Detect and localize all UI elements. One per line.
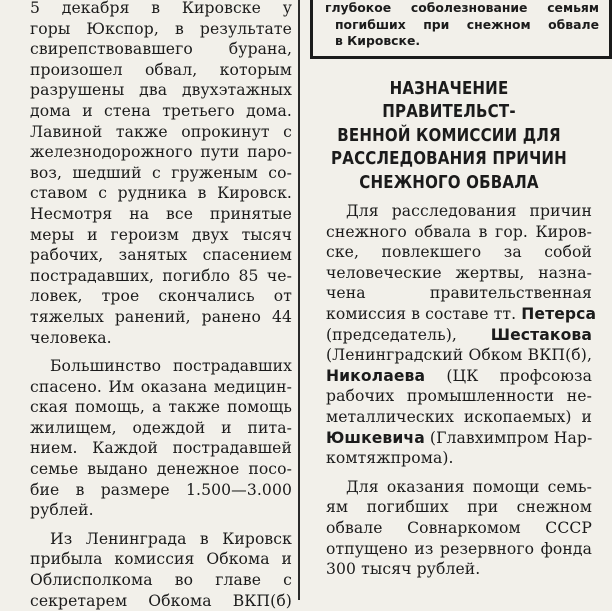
- text-line: комтяжпрома).: [326, 449, 454, 468]
- text-line: (Ленинградский Обком ВКП(б),: [326, 346, 592, 365]
- text-line: ям погибших при снежном: [326, 498, 592, 517]
- text-line: Для расследования причин: [346, 202, 592, 220]
- text-line: ске, повлекшего за собой: [326, 243, 592, 262]
- text-line: секретарем Обкома ВКП(б): [30, 591, 292, 610]
- article-paragraph-2: [10, 356, 292, 521]
- text-line: Из Ленинграда в Кировск: [50, 529, 292, 548]
- text-line: нием. Каждой пострадавшей: [30, 439, 292, 458]
- text-line: [306, 428, 592, 449]
- left-column: [10, 0, 292, 610]
- text-line: Несмотря на все принятые: [30, 204, 292, 223]
- text-line: бие в размере 1.500—3.000: [30, 480, 292, 499]
- text-line: семье выдано денежное посо-: [30, 460, 292, 479]
- text-line: Лавиной также опрокинут с: [30, 122, 292, 141]
- member-name-peters: Петерса: [521, 304, 597, 323]
- text-line: [306, 325, 592, 346]
- text-line: спасено. Им оказана медицин-: [30, 377, 292, 396]
- text-line: [306, 366, 592, 387]
- text-line: горы Юкспор, в результате: [30, 19, 292, 38]
- headline-line: НАЗНАЧЕНИЕ ПРАВИТЕЛЬСТ-: [382, 78, 516, 122]
- text-fragment: (ЦК профсоюза: [446, 366, 592, 385]
- text-line: ставом с рудника в Кировск.: [30, 184, 292, 203]
- text-line: рабочих, занятых спасением: [30, 246, 292, 265]
- text-line: 300 тысяч рублей.: [326, 560, 481, 579]
- text-line: дома и стена третьего дома.: [30, 101, 292, 120]
- text-line: человеческие жертвы, назна-: [326, 263, 592, 282]
- text-line: отпущено из резервного фонда: [326, 539, 592, 558]
- text-line: ская помощь, а также помощь: [30, 398, 292, 417]
- text-line: воз, шедший с груженым со-: [30, 163, 292, 182]
- box-line: погибших при снежном обвале: [335, 16, 599, 32]
- text-line: свирепствовавшего бурана,: [30, 40, 292, 59]
- box-line: в Кировске.: [335, 33, 421, 48]
- text-fragment: (Главхимпром Нар-: [429, 428, 593, 447]
- text-line: ловек, трое скончались от: [30, 287, 292, 306]
- text-line: Большинство пострадавших: [50, 357, 292, 376]
- text-line: разрушены два двухэтажных: [30, 81, 292, 100]
- text-line: рабочих промышленности не-: [326, 387, 592, 406]
- text-line: человека.: [30, 328, 112, 347]
- headline-line: РАССЛЕДОВАНИЯ ПРИЧИН: [331, 149, 567, 169]
- member-name-yushkevich: Юшкевича: [326, 428, 425, 447]
- text-line: пострадавших, погибло 85 че-: [30, 266, 292, 285]
- text-line: тяжелых ранений, ранено 44: [30, 307, 292, 326]
- condolence-box: [310, 0, 612, 59]
- text-line: [306, 304, 597, 325]
- article-paragraph-1: [10, 0, 292, 348]
- column-divider: [298, 0, 300, 600]
- text-line: 5 декабря в Кировске у: [30, 0, 292, 17]
- text-line: жилищем, одеждой и пита-: [30, 418, 292, 437]
- text-line: чена правительственная: [326, 284, 592, 303]
- text-line: обвале Совнаркомом СССР: [326, 518, 592, 537]
- text-line: снежного обвала в гор. Киров-: [326, 222, 592, 241]
- text-line: рублей.: [30, 501, 94, 520]
- member-name-nikolaev: Николаева: [326, 366, 426, 385]
- text-line: меры и героизм двух тысяч: [30, 225, 292, 244]
- text-line: произошел обвал, которым: [30, 60, 292, 79]
- relief-paragraph: [306, 477, 592, 580]
- text-fragment: (председатель),: [326, 325, 457, 344]
- commission-paragraph: [306, 201, 597, 469]
- box-line: глубокое соболезнование семьям: [325, 0, 599, 15]
- headline-line: ВЕННОЙ КОМИССИИ ДЛЯ: [337, 125, 561, 146]
- article-paragraph-3: [10, 529, 292, 611]
- headline-line: СНЕЖНОГО ОБВАЛА: [359, 172, 539, 193]
- text-line: Облисполкома во главе с: [30, 571, 292, 590]
- text-line: железнодорожного пути паро-: [30, 143, 292, 162]
- article-headline: [326, 78, 572, 196]
- right-column: [306, 0, 599, 600]
- text-line: Для оказания помощи семь-: [346, 477, 592, 496]
- member-name-shestakov: Шестакова: [490, 325, 592, 344]
- text-line: металлических ископаемых) и: [326, 407, 592, 426]
- text-line: прибыла комиссия Обкома и: [30, 550, 292, 569]
- text-fragment: комиссия в составе тт.: [326, 304, 517, 323]
